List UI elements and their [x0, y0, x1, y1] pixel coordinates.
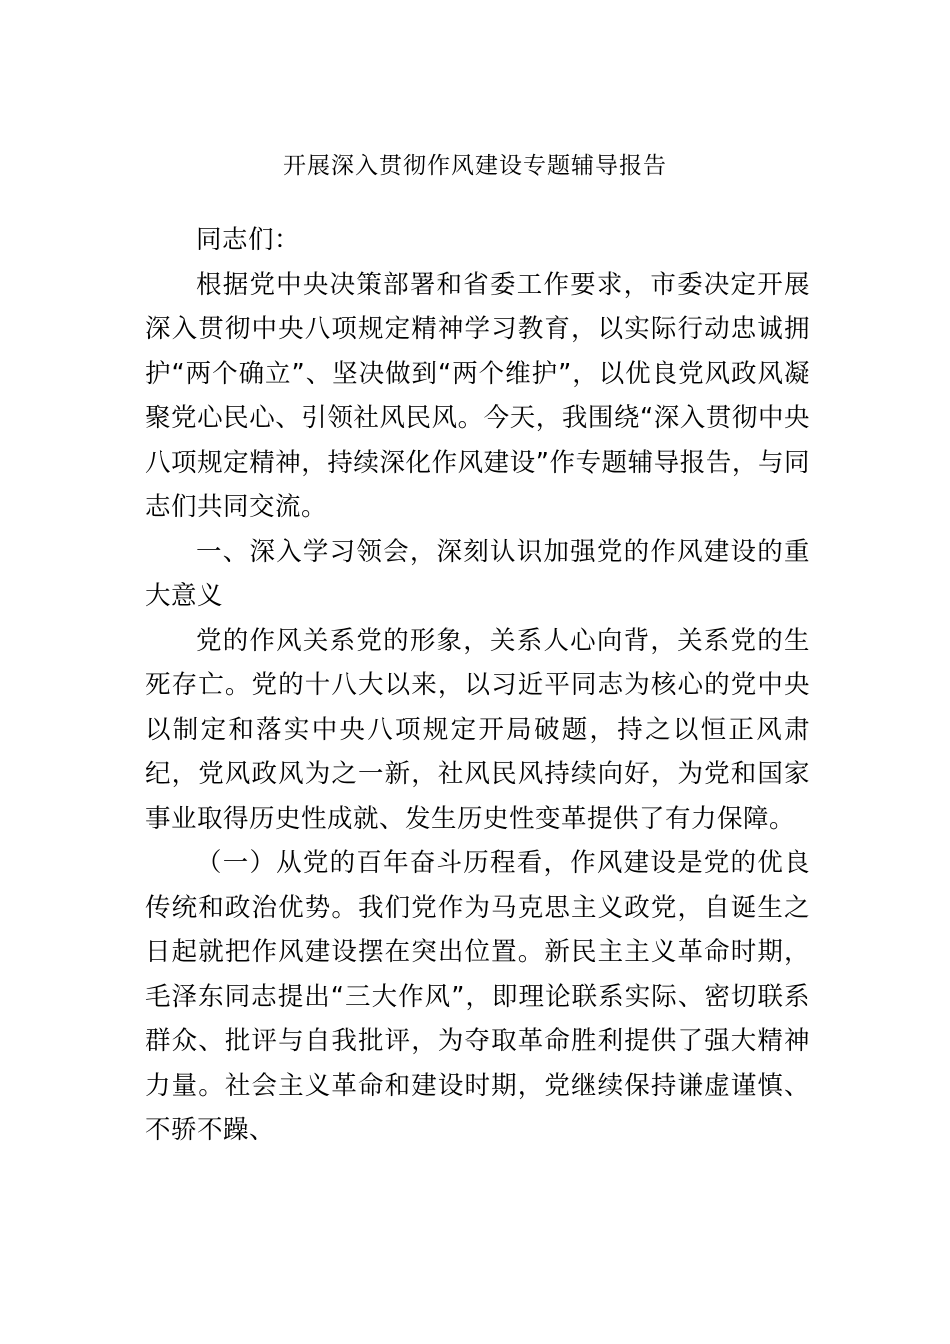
section-heading-1: 一、深入学习领会，深刻认识加强党的作风建设的重大意义	[145, 536, 810, 611]
intro-paragraph: 根据党中央决策部署和省委工作要求，市委决定开展深入贯彻中央八项规定精神学习教育，以实际行动忠诚拥护“两个确立”、坚决做到“两个维护”，以优良党风政风凝聚党心民心、引领社风民风。今天，我围绕“深入贯彻中央八项规定精神，持续深化作风建设”作专题辅导报告，与同志们共同交流。	[145, 269, 810, 522]
subsection-paragraph-1: （一）从党的百年奋斗历程看，作风建设是党的优良传统和政治优势。我们党作为马克思主义政党，自诞生之日起就把作风建设摆在突出位置。新民主主义革命时期，毛泽东同志提出“三大作风”，即理论联系实际、密切联系群众、批评与自我批评，为夺取革命胜利提供了强大精神力量。社会主义革命和建设时期，党继续保持谦虚谨慎、不骄不躁、	[145, 848, 810, 1145]
salutation: 同志们：	[196, 225, 301, 255]
document-body	[145, 218, 810, 1153]
body-paragraph: 党的作风关系党的形象，关系人心向背，关系党的生死存亡。党的十八大以来，以习近平同志为核心的党中央以制定和落实中央八项规定开局破题，持之以恒正风肃纪，党风政风为之一新，社风民风持续向好，为党和国家事业取得历史性成就、发生历史性变革提供了有力保障。	[145, 625, 810, 834]
document-title: 开展深入贯彻作风建设专题辅导报告	[283, 153, 667, 179]
